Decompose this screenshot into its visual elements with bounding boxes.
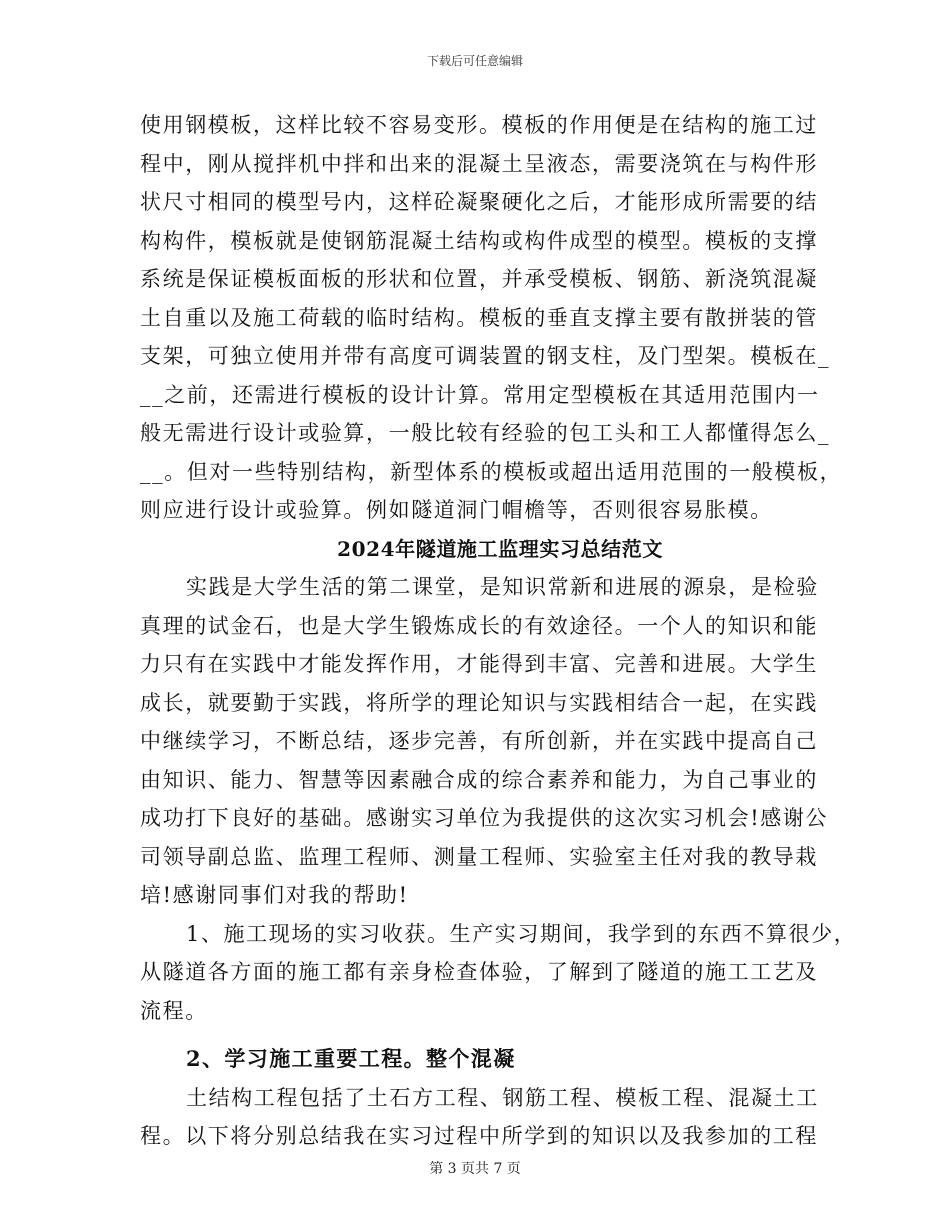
text-line: 般无需进行设计或验算，一般比较有经验的包工头和工人都懂得怎么_	[140, 421, 831, 445]
text-line: 实践是大学生活的第二课堂，是知识常新和进展的源泉，是检验	[186, 575, 819, 599]
text-line: 系统是保证模板面板的形状和位置，并承受模板、钢筋、新浇筑混凝	[140, 267, 818, 291]
text-line: 由知识、能力、智慧等因素融合成的综合素养和能力，为自己事业的	[140, 767, 818, 792]
text-line: 司领导副总监、监理工程师、测量工程师、实验室主任对我的教导栽	[140, 844, 818, 869]
paragraph-practice	[140, 568, 829, 915]
text-line: 流程。	[140, 998, 208, 1023]
text-line: 真理的试金石，也是大学生锻炼成长的有效途径。一个人的知识和能	[140, 613, 818, 638]
document-body	[140, 106, 857, 1156]
text-line: 使用钢模板，这样比较不容易变形。模板的作用便是在结构的施工过	[140, 113, 818, 137]
text-line: 则应进行设计或验算。例如隧道洞门帽檐等，否则很容易胀模。	[140, 498, 773, 522]
section-title: 2024年隧道施工监理实习总结范文	[337, 536, 663, 561]
intro-paragraph	[140, 106, 843, 530]
page-footer: 第 3 页共 7 页	[429, 1161, 521, 1177]
text-line: 土自重以及施工荷载的临时结构。模板的垂直支撑主要有散拼装的管	[140, 305, 818, 330]
text-line: __。但对一些特别结构，新型体系的模板或超出适用范围的一般模板，	[140, 459, 843, 484]
text-line: 成功打下良好的基础。感谢实习单位为我提供的这次实习机会!感谢公	[140, 806, 829, 830]
text-line: 状尺寸相同的模型号内，这样砼凝聚硬化之后，才能形成所需要的结	[140, 190, 818, 214]
text-line: 程中，刚从搅拌机中拌和出来的混凝土呈液态，需要浇筑在与构件形	[140, 151, 818, 176]
text-line: 中继续学习，不断总结，逐步完善，有所创新，并在实践中提高自己	[140, 729, 818, 753]
text-line: __之前，还需进行模板的设计计算。常用定型模板在其适用范围内一	[140, 382, 820, 407]
paragraph-site-gains	[140, 915, 857, 1031]
spacer	[140, 1030, 800, 1040]
text-line: 培!感谢同事们对我的帮助!	[140, 883, 409, 907]
text-line: 1、施工现场的实习收获。生产实习期间，我学到的东西不算很少，	[186, 921, 857, 946]
text-line: 土结构工程包括了土石方工程、钢筋工程、模板工程、混凝土工	[186, 1085, 819, 1110]
text-line: 支架，可独立使用并带有高度可调装置的钢支柱，及门型架。模板在_	[140, 344, 831, 368]
text-line: 从隧道各方面的施工都有亲身检查体验，了解到了隧道的施工工艺及	[140, 960, 818, 984]
paragraph-concrete	[140, 1079, 819, 1156]
header-note: 下载后可任意编辑	[426, 54, 523, 68]
text-line: 程。以下将分别总结我在实习过程中所学到的知识以及我参加的工程	[140, 1124, 818, 1148]
subheading: 2、学习施工重要工程。整个混凝	[186, 1046, 516, 1071]
text-line: 成长，就要勤于实践，将所学的理论知识与实践相结合一起，在实践	[140, 690, 818, 715]
text-line: 构构件，模板就是使钢筋混凝土结构或构件成型的模型。模板的支撑	[140, 228, 818, 253]
text-line: 力只有在实践中才能发挥作用，才能得到丰富、完善和进展。大学生	[140, 652, 818, 676]
